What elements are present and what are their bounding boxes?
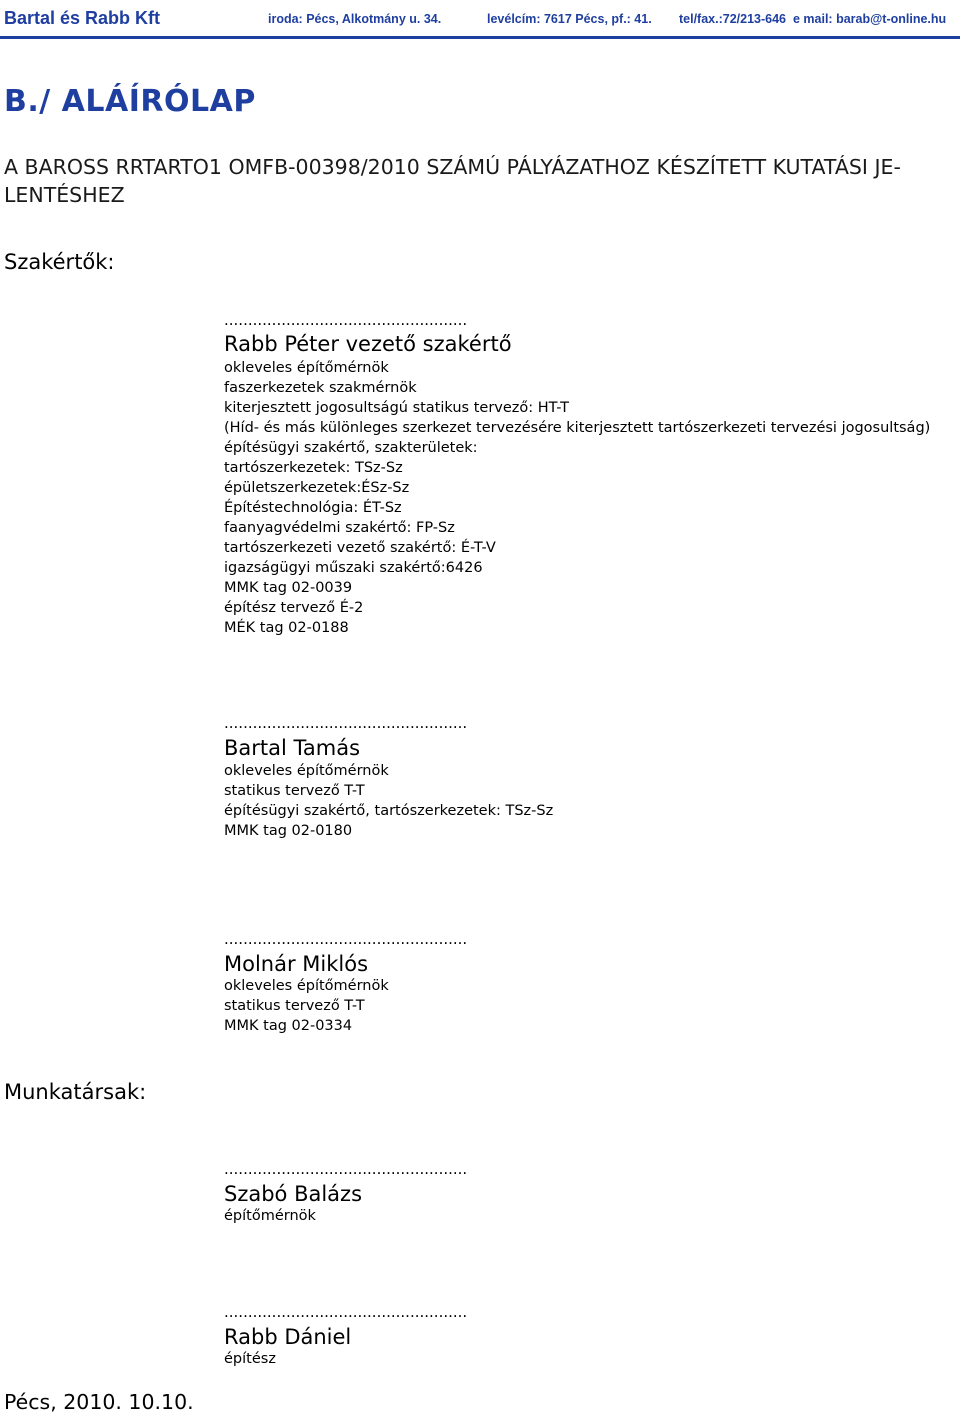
subtitle-line-2: LENTÉSHEZ (4, 183, 125, 207)
staff-name: Szabó Balázs (224, 1182, 363, 1206)
signature-line: ................................................... (224, 311, 468, 329)
expert-name: Rabb Péter vezető szakértő (224, 332, 512, 356)
email-address: e mail: barab@t-online.hu (793, 12, 947, 26)
expert-detail: MMK tag 02-0180 (224, 823, 353, 839)
expert-detail: MÉK tag 02-0188 (224, 620, 349, 636)
expert-detail: építésügyi szakértő, szakterületek: (224, 440, 478, 456)
office-address: iroda: Pécs, Alkotmány u. 34. (268, 12, 442, 26)
expert-detail: építész tervező É-2 (224, 600, 364, 616)
expert-detail: statikus tervező T-T (224, 783, 365, 799)
experts-label: Szakértők: (4, 250, 115, 274)
staff-name: Rabb Dániel (224, 1325, 352, 1349)
expert-detail: igazságügyi műszaki szakértő:6426 (224, 560, 483, 576)
expert-detail: statikus tervező T-T (224, 998, 365, 1014)
expert-detail: faanyagvédelmi szakértő: FP-Sz (224, 520, 455, 536)
signature-line: ................................................... (224, 1160, 468, 1178)
expert-detail: okleveles építőmérnök (224, 763, 389, 779)
signature-line: ................................................... (224, 714, 468, 732)
expert-detail: faszerkezetek szakmérnök (224, 380, 417, 396)
expert-detail: épületszerkezetek:ÉSz-Sz (224, 480, 410, 496)
expert-detail: MMK tag 02-0334 (224, 1018, 353, 1034)
letterhead (0, 0, 960, 40)
expert-detail: Építéstechnológia: ÉT-Sz (224, 500, 402, 516)
page-title: B./ ALÁÍRÓLAP (4, 84, 256, 119)
staff-label: Munkatársak: (4, 1080, 147, 1104)
expert-name: Molnár Miklós (224, 952, 369, 976)
signature-line: ................................................... (224, 1303, 468, 1321)
signature-line: ................................................... (224, 930, 468, 948)
postal-address: levélcím: 7617 Pécs, pf.: 41. (487, 12, 652, 26)
staff-detail: építőmérnök (224, 1208, 316, 1224)
staff-detail: építész (224, 1351, 276, 1367)
firm-name: Bartal és Rabb Kft (4, 8, 161, 28)
expert-detail: tartószerkezeti vezető szakértő: É-T-V (224, 540, 496, 556)
expert-name: Bartal Tamás (224, 736, 361, 760)
expert-detail: okleveles építőmérnök (224, 360, 389, 376)
expert-detail: kiterjesztett jogosultságú statikus tervező: HT-T (224, 400, 569, 416)
header-rule (0, 36, 960, 39)
tel-fax: tel/fax.:72/213-646 (679, 12, 787, 26)
expert-detail: okleveles építőmérnök (224, 978, 389, 994)
expert-detail: építésügyi szakértő, tartószerkezetek: TSz-Sz (224, 803, 554, 819)
expert-detail: (Híd- és más különleges szerkezet tervezésére kiterjesztett tartószerkezeti tervezési jogosultság) (224, 420, 931, 436)
subtitle-line-1: A BAROSS RRTARTO1 OMFB-00398/2010 SZÁMÚ PÁLYÁZATHOZ KÉSZÍTETT KUTATÁSI JE- (4, 155, 901, 179)
expert-detail: MMK tag 02-0039 (224, 580, 353, 596)
expert-detail: tartószerkezetek: TSz-Sz (224, 460, 403, 476)
place-date: Pécs, 2010. 10.10. (4, 1390, 194, 1414)
